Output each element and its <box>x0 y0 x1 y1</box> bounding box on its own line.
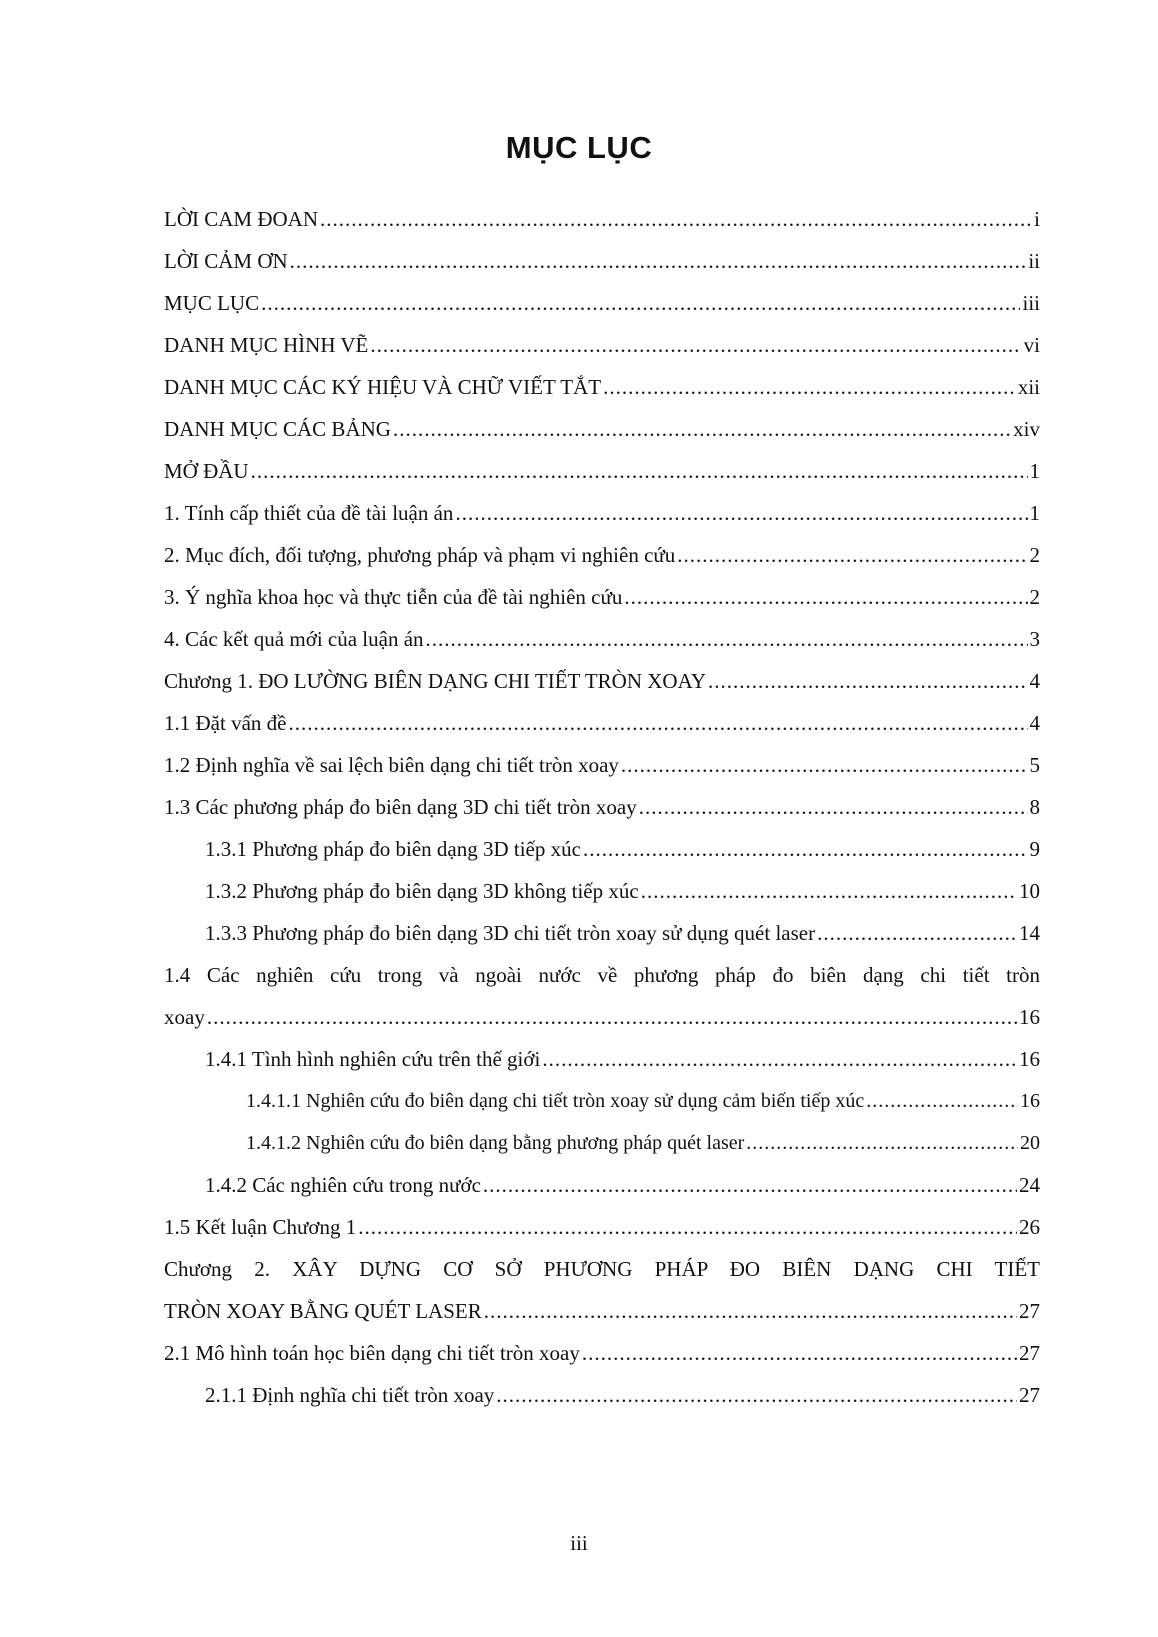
toc-entry-label: 1.5 Kết luận Chương 1 <box>164 1215 357 1239</box>
toc-entry[interactable] <box>164 534 1040 576</box>
toc-dot-leader <box>542 1038 1017 1080</box>
toc-entry-page: 27 <box>1019 1299 1040 1323</box>
toc-entry[interactable] <box>164 1080 1040 1122</box>
toc-dot-leader <box>426 618 1028 660</box>
toc-dot-leader <box>746 1122 1018 1164</box>
toc-entry[interactable] <box>164 198 1040 240</box>
toc-dot-leader <box>251 450 1028 492</box>
toc-dot-leader <box>290 240 1027 282</box>
toc-entry-page: 16 <box>1020 1090 1040 1112</box>
toc-entry-page: 9 <box>1029 837 1040 861</box>
toc-entry[interactable] <box>164 996 1040 1038</box>
toc-entry[interactable] <box>164 1374 1040 1416</box>
toc-dot-leader <box>358 1206 1017 1248</box>
toc-entry-label: MỤC LỤC <box>164 291 260 315</box>
toc-entry[interactable] <box>164 702 1040 744</box>
toc-dot-leader <box>621 744 1028 786</box>
toc-entry[interactable] <box>164 660 1040 702</box>
toc-entry-page: iii <box>1022 291 1040 315</box>
toc-dot-leader <box>866 1080 1018 1122</box>
toc-dot-leader <box>370 324 1021 366</box>
toc-entry-label: 1. Tính cấp thiết của đề tài luận án <box>164 501 454 525</box>
toc-dot-leader <box>817 912 1017 954</box>
toc-entry-label: LỜI CẢM ƠN <box>164 249 288 273</box>
toc-entry-label: 2.1.1 Định nghĩa chi tiết tròn xoay <box>205 1383 495 1407</box>
toc-entry-label-line2: xoay <box>164 1005 205 1029</box>
toc-dot-leader <box>708 660 1027 702</box>
toc-entry-label: 1.4.1.1 Nghiên cứu đo biên dạng chi tiết tròn xoay sử dụng cảm biến tiếp xúc <box>246 1090 865 1112</box>
toc-entry-label: 2. Mục đích, đối tượng, phương pháp và phạm vi nghiên cứu <box>164 543 676 567</box>
toc-entry-page: i <box>1034 207 1040 231</box>
toc-entry-label: 4. Các kết quả mới của luận án <box>164 627 424 651</box>
toc-entry-page: xiv <box>1013 417 1040 441</box>
toc-entry-label: 1.3 Các phương pháp đo biên dạng 3D chi tiết tròn xoay <box>164 795 637 819</box>
page-number: iii <box>570 1531 588 1555</box>
toc-dot-leader <box>639 786 1028 828</box>
toc-entry-label-line1[interactable]: 1.4 Các nghiên cứu trong và ngoài nước về phương pháp đo biên dạng chi tiết tròn <box>164 963 1040 987</box>
toc-entry[interactable] <box>164 744 1040 786</box>
toc-entry-page: 24 <box>1019 1173 1040 1197</box>
toc-entry-page: xii <box>1017 375 1040 399</box>
toc-entry-page: vi <box>1023 333 1040 357</box>
toc-dot-leader <box>582 1332 1017 1374</box>
toc-entry-page: ii <box>1028 249 1040 273</box>
toc-entry-label: 1.4.2 Các nghiên cứu trong nước <box>205 1173 481 1197</box>
toc-entry[interactable] <box>164 1038 1040 1080</box>
toc-entry-label: 1.1 Đặt vấn đề <box>164 711 287 735</box>
toc-entry[interactable] <box>164 912 1040 954</box>
toc-dot-leader <box>583 828 1028 870</box>
toc-entry-page: 27 <box>1019 1341 1040 1365</box>
toc-entry-label: 1.4.1 Tình hình nghiên cứu trên thế giới <box>205 1047 541 1071</box>
toc-entry-page: 5 <box>1029 753 1040 777</box>
toc-entry-label: 1.3.3 Phương pháp đo biên dạng 3D chi tiết tròn xoay sử dụng quét laser <box>205 921 816 945</box>
toc-entry-label: DANH MỤC CÁC KÝ HIỆU VÀ CHỮ VIẾT TẮT <box>164 375 602 399</box>
toc-entry-page: 8 <box>1029 795 1040 819</box>
toc-entry-label-line2: TRÒN XOAY BẰNG QUÉT LASER <box>164 1299 482 1323</box>
toc-entry-label: 3. Ý nghĩa khoa học và thực tiễn của đề tài nghiên cứu <box>164 585 623 609</box>
toc-dot-leader <box>677 534 1027 576</box>
toc-entry[interactable] <box>164 240 1040 282</box>
toc-dot-leader <box>455 492 1027 534</box>
toc-entry-label: LỜI CAM ĐOAN <box>164 207 318 231</box>
toc-entry-page: 10 <box>1019 879 1040 903</box>
toc-dot-leader <box>641 870 1017 912</box>
toc-dot-leader <box>496 1374 1017 1416</box>
toc-entry-page: 14 <box>1019 921 1040 945</box>
toc-entry-label: MỞ ĐẦU <box>164 459 249 483</box>
toc-entry-page: 2 <box>1029 585 1040 609</box>
toc-entry-label: DANH MỤC CÁC BẢNG <box>164 417 391 441</box>
toc-entry[interactable] <box>164 576 1040 618</box>
toc-entry[interactable] <box>164 1122 1040 1164</box>
toc-entry-label: 1.2 Định nghĩa về sai lệch biên dạng chi tiết tròn xoay <box>164 753 619 777</box>
toc-entry[interactable] <box>164 408 1040 450</box>
toc-dot-leader <box>320 198 1032 240</box>
toc-entry[interactable] <box>164 324 1040 366</box>
toc-entry[interactable] <box>164 282 1040 324</box>
toc-entry-page: 27 <box>1019 1383 1040 1407</box>
toc-entry-label: 2.1 Mô hình toán học biên dạng chi tiết tròn xoay <box>164 1341 580 1365</box>
toc-entry[interactable] <box>164 618 1040 660</box>
toc-entry[interactable] <box>164 1206 1040 1248</box>
toc-entry-page: 4 <box>1029 711 1040 735</box>
toc-entry[interactable] <box>164 786 1040 828</box>
page-title: MỤC LỤC <box>505 130 653 165</box>
toc-entry[interactable] <box>164 1290 1040 1332</box>
toc-entry[interactable] <box>164 828 1040 870</box>
toc-entry[interactable] <box>164 870 1040 912</box>
toc-entry-page: 16 <box>1019 1047 1040 1071</box>
toc-dot-leader <box>624 576 1027 618</box>
toc-entry-page: 3 <box>1029 627 1040 651</box>
toc-dot-leader <box>484 1290 1017 1332</box>
toc-entry-label: 1.3.1 Phương pháp đo biên dạng 3D tiếp xúc <box>205 837 581 861</box>
toc-entry[interactable] <box>164 1332 1040 1374</box>
toc-entry[interactable] <box>164 450 1040 492</box>
table-of-contents <box>164 198 1040 1416</box>
toc-dot-leader <box>288 702 1027 744</box>
toc-dot-leader <box>393 408 1011 450</box>
toc-entry-label: DANH MỤC HÌNH VẼ <box>164 333 369 357</box>
toc-entry[interactable] <box>164 1164 1040 1206</box>
toc-entry-label-line1[interactable]: Chương 2. XÂY DỰNG CƠ SỞ PHƯƠNG PHÁP ĐO BIÊN DẠNG CHI TIẾT <box>164 1257 1040 1281</box>
toc-entry-page: 4 <box>1029 669 1040 693</box>
toc-entry-page: 1 <box>1029 501 1040 525</box>
toc-entry-label: 1.4.1.2 Nghiên cứu đo biên dạng bằng phương pháp quét laser <box>246 1132 745 1154</box>
toc-entry-page: 16 <box>1019 1005 1040 1029</box>
toc-entry-page: 26 <box>1019 1215 1040 1239</box>
toc-dot-leader <box>483 1164 1017 1206</box>
toc-entry-page: 2 <box>1029 543 1040 567</box>
toc-entry-label: 1.3.2 Phương pháp đo biên dạng 3D không tiếp xúc <box>205 879 639 903</box>
toc-entry-label: Chương 1. ĐO LƯỜNG BIÊN DẠNG CHI TIẾT TRÒN XOAY <box>164 669 707 693</box>
toc-entry-page: 1 <box>1029 459 1040 483</box>
toc-entry[interactable] <box>164 492 1040 534</box>
toc-dot-leader <box>261 282 1020 324</box>
toc-entry[interactable] <box>164 366 1040 408</box>
toc-dot-leader <box>207 996 1017 1038</box>
toc-entry-page: 20 <box>1020 1132 1040 1154</box>
toc-dot-leader <box>603 366 1016 408</box>
